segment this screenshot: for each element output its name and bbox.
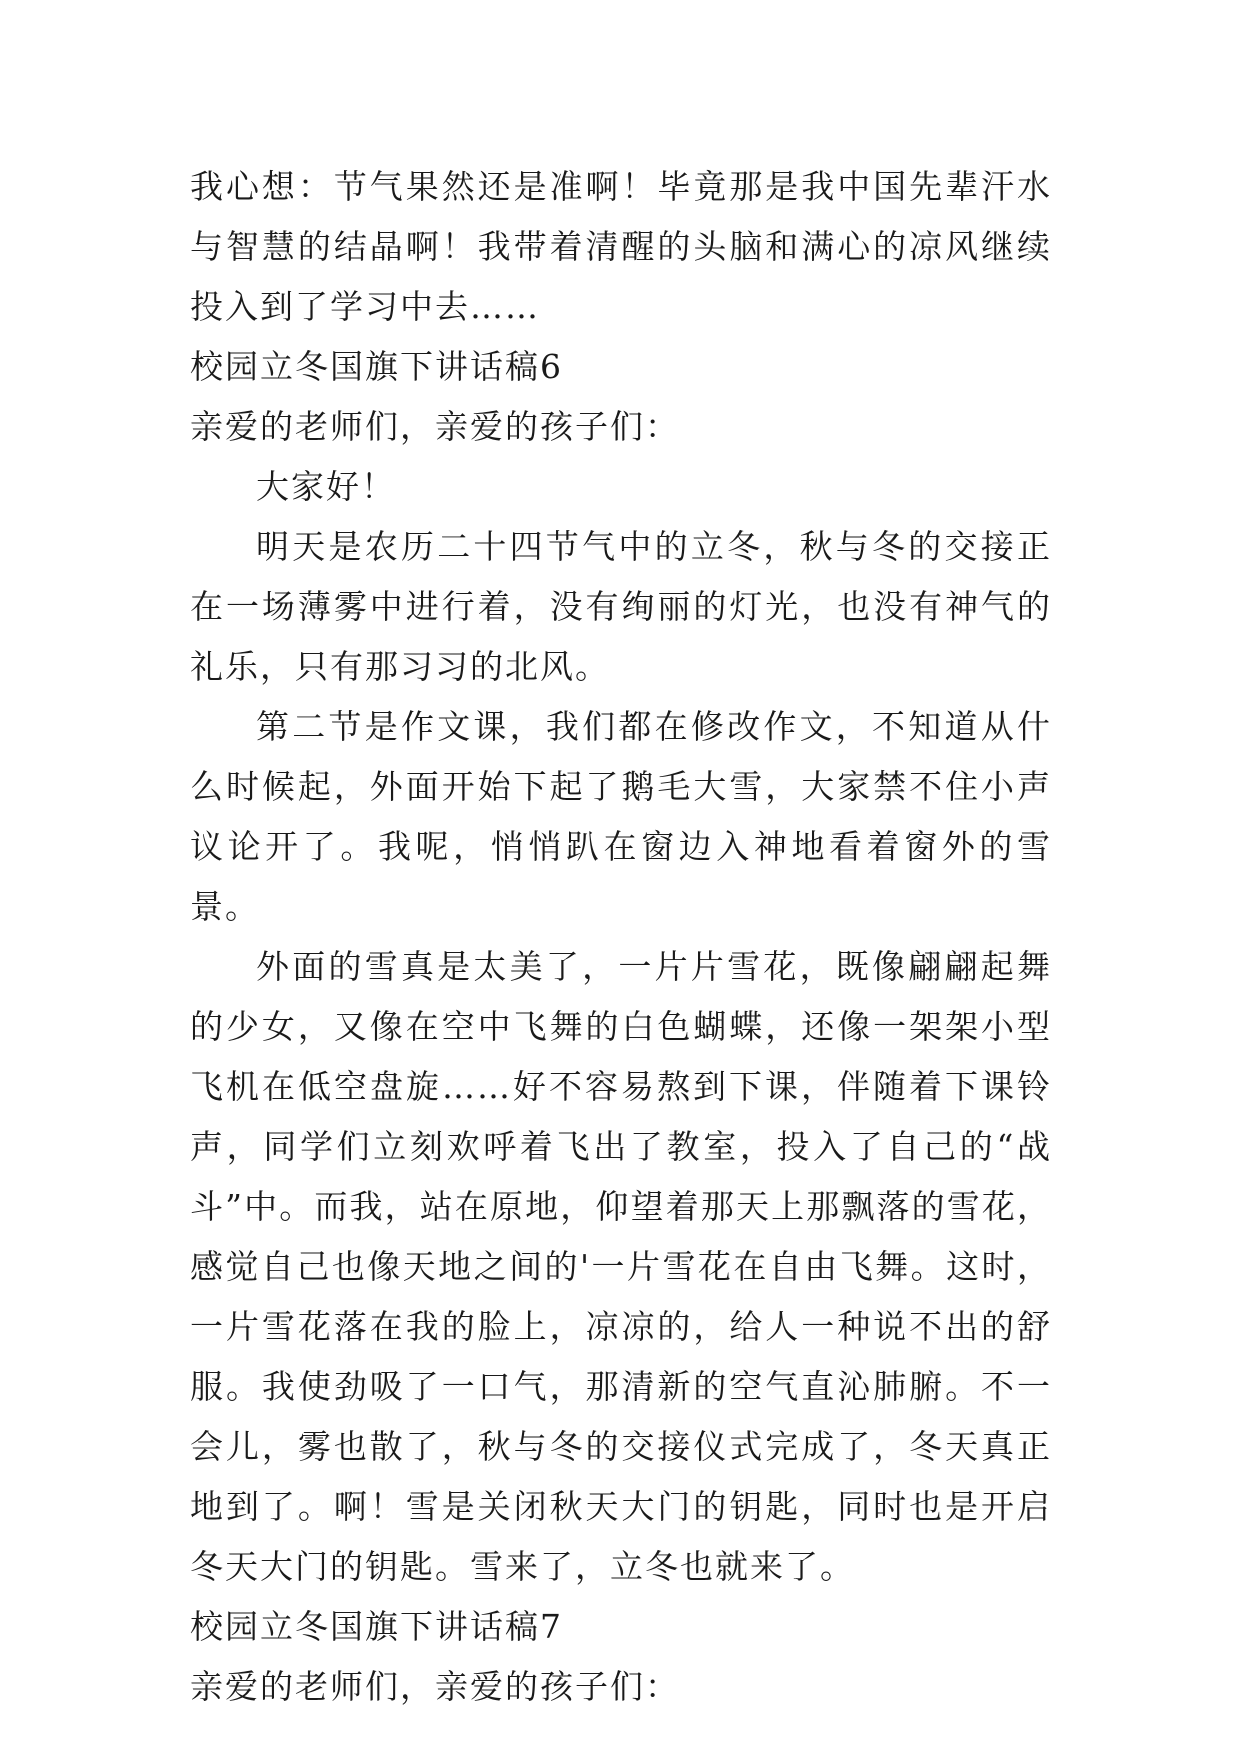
- salutation: 亲爱的老师们，亲爱的孩子们：: [190, 1667, 680, 1706]
- paragraph: 明天是农历二十四节气中的立冬，秋与冬的交接正在一场薄雾中进行着，没有绚丽的灯光，也没有神气的礼乐，只有那习习的北风。: [190, 527, 1052, 686]
- greeting: 大家好！: [256, 467, 396, 506]
- paragraph: 第二节是作文课，我们都在修改作文，不知道从什么时候起，外面开始下起了鹅毛大雪，大家禁不住小声议论开了。我呢，悄悄趴在窗边入神地看着窗外的雪景。: [190, 707, 1052, 926]
- section-heading: 校园立冬国旗下讲话稿6: [190, 347, 563, 386]
- salutation: 亲爱的老师们，亲爱的孩子们：: [190, 407, 680, 446]
- paragraph: 我心想：节气果然还是准啊！毕竟那是我中国先辈汗水与智慧的结晶啊！我带着清醒的头脑和满心的凉风继续投入到了学习中去……: [190, 167, 1052, 326]
- document-body: [190, 157, 1052, 1717]
- paragraph: 外面的雪真是太美了，一片片雪花，既像翩翩起舞的少女，又像在空中飞舞的白色蝴蝶，还像一架架小型飞机在低空盘旋……好不容易熬到下课，伴随着下课铃声，同学们立刻欢呼着飞出了教室，投入了自己的“战斗”中。而我，站在原地，仰望着那天上那飘落的雪花，感觉自己也像天地之间的'一片雪花在自由飞舞。这时，一片雪花落在我的脸上，凉凉的，给人一种说不出的舒服。我使劲吸了一口气，那清新的空气直沁肺腑。不一会儿，雾也散了，秋与冬的交接仪式完成了，冬天真正地到了。啊！雪是关闭秋天大门的钥匙，同时也是开启冬天大门的钥匙。雪来了，立冬也就来了。: [190, 947, 1052, 1586]
- section-heading: 校园立冬国旗下讲话稿7: [190, 1607, 563, 1646]
